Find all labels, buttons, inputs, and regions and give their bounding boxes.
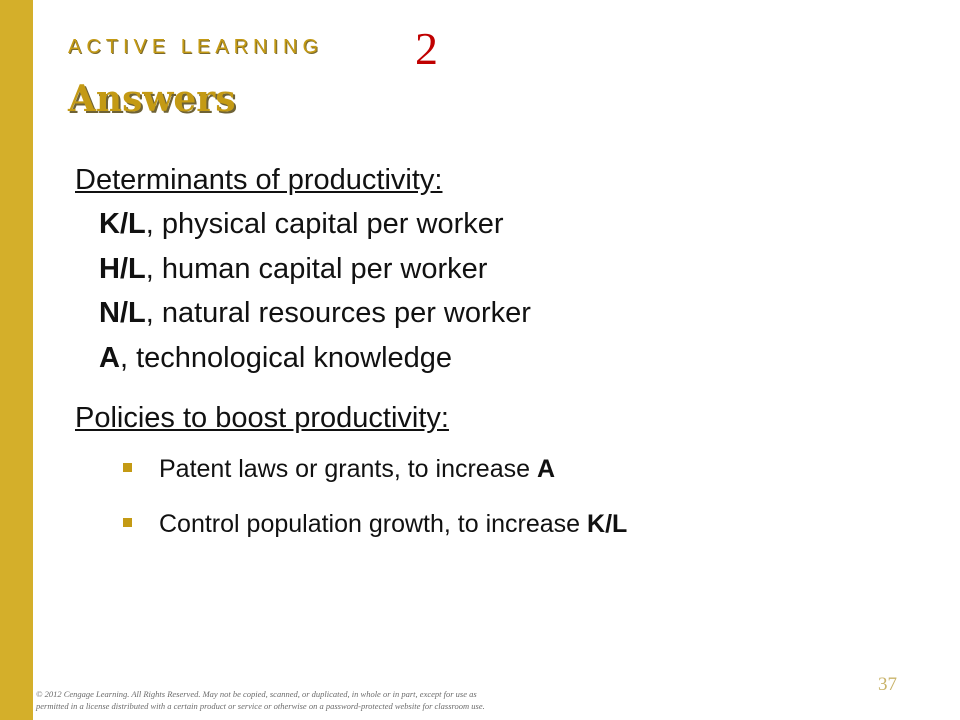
policy-text	[159, 510, 627, 538]
slide-content	[75, 158, 920, 552]
page-number: 37	[878, 674, 897, 695]
square-bullet-icon	[123, 518, 132, 527]
determinant-description: , physical capital per worker	[145, 208, 504, 240]
policy-description: Patent laws or grants, to increase	[159, 455, 537, 483]
square-bullet-icon	[123, 463, 132, 472]
determinant-symbol: H/L	[99, 252, 146, 285]
determinant-item	[75, 202, 920, 247]
determinants-heading: Determinants of productivity:	[75, 164, 443, 196]
copyright-line: © 2012 Cengage Learning. All Rights Reserved. May not be copied, scanned, or duplicated, in whole or in part, except for use as	[36, 689, 477, 699]
activity-number: 2	[415, 23, 438, 74]
determinant-description: , technological knowledge	[119, 341, 453, 374]
determinant-item	[75, 336, 920, 381]
slide-title: Answers	[68, 78, 236, 120]
determinant-symbol: K/L	[99, 208, 146, 240]
policy-text	[159, 455, 555, 483]
determinant-symbol: N/L	[99, 297, 146, 329]
policy-item	[75, 497, 920, 552]
determinant-description: , human capital per worker	[145, 252, 488, 285]
copyright-notice	[36, 688, 676, 712]
policy-target: K/L	[587, 510, 628, 538]
section-kicker: ACTIVE LEARNING	[68, 36, 324, 58]
side-accent-bar	[0, 0, 33, 720]
policies-heading: Policies to boost productivity:	[75, 402, 449, 434]
policy-description: Control population growth, to increase	[159, 510, 588, 538]
determinant-item	[75, 247, 920, 292]
policy-target: A	[536, 455, 556, 483]
determinant-description: , natural resources per worker	[145, 297, 531, 329]
policy-item	[75, 442, 920, 497]
determinant-symbol: A	[99, 341, 120, 374]
determinants-list	[75, 202, 920, 380]
copyright-line: permitted in a license distributed with a certain product or service or otherwise on a password-protected website for classroom use.	[36, 701, 485, 711]
policies-list	[75, 442, 920, 552]
determinant-item	[75, 291, 920, 336]
